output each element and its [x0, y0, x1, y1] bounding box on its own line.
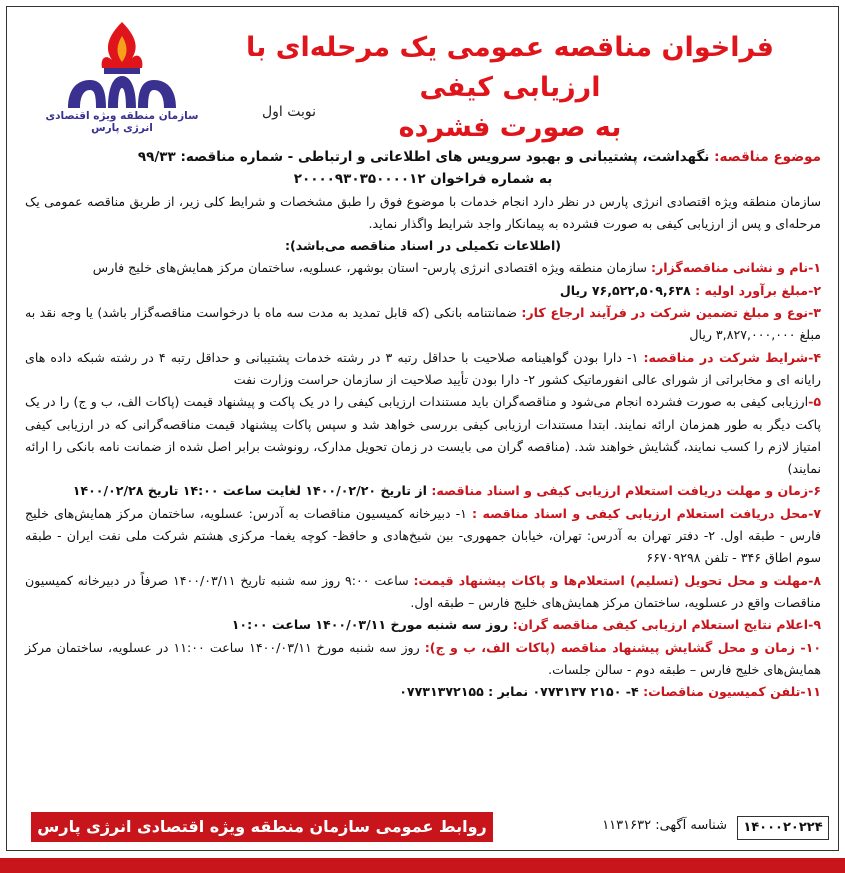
subject-text: نگهداشت، پشتیبانی و بهبود سرویس های اطلاعاتی و ارتباطی - شماره مناقصه: ۹۹/۳۳ [137, 149, 715, 165]
item-6 [25, 480, 821, 502]
item-text: ۷۶,۵۲۲,۵۰۹,۶۳۸ ریال [559, 282, 696, 298]
subject-line [25, 146, 821, 168]
public-relations-banner: روابط عمومی سازمان منطقه ویژه اقتصادی انرژی پارس [31, 812, 493, 842]
item-3 [25, 302, 821, 347]
item-label: ۵- [808, 394, 821, 410]
info-heading: (اطلاعات تکمیلی در اسناد مناقصه می‌باشد): [284, 238, 562, 254]
intro-paragraph: سازمان منطقه ویژه اقتصادی انرژی پارس در نظر دارد انجام خدمات با موضوع فوق را طبق مشخصات و شرایط کلی زیر، از طریق مناقصه عمومی یک مرحله‌ای و پس از ارزیابی کیفی به صورت فشرده به پیمانکار واجد شرایط واگذار نماید. [25, 193, 821, 231]
item-text: ۱- دارا بودن گواهینامه صلاحیت با حداقل رتبه ۳ در رشته خدمات پشتیبانی و حداقل رتبه ۴ در رشته شبکه داده های رایانه ای و مخابراتی از شورای عالی انفورماتیک کشور ۲- دارا بودن تأیید صلاحیت از سازمان حراست وزارت نفت [25, 349, 821, 387]
page-title [205, 28, 815, 148]
item-text: روز سه شنبه مورخ ۱۴۰۰/۰۳/۱۱ ساعت ۱۱:۰۰ در عسلویه، ساختمان مرکز همایش‌های خلیج فارس – طبقه دوم - سالن جلسات. [25, 639, 821, 677]
item-4 [25, 347, 821, 392]
item-5 [25, 391, 821, 480]
turn-label: نوبت اول [262, 104, 317, 120]
call-number: به شماره فراخوان ۲۰۰۰۰۹۳۰۳۵۰۰۰۰۱۲ [293, 171, 553, 188]
item-text: ۱- دبیرخانه کمیسیون مناقصات به آدرس: عسلویه، ساختمان مرکز همایش‌های خلیج فارس - طبقه اول. ۲- دفتر تهران به آدرس: تهران، خیابان جمهوری- بین شیخ‌هادی و حافظ- کوچه یغما- مرکزی هشتم شرکت ملی نفت ایران - طبقه سوم اطاق ۳۴۶ - تلفن ۶۶۷۰۹۲۹۸ [25, 505, 821, 566]
item-label: ۱۱-تلفن کمیسیون مناقصات: [643, 684, 821, 700]
logo-caption: سازمان منطقه ویژه اقتصادی انرژی پارس [45, 110, 199, 134]
item-label: ۳-نوع و مبلغ تضمین شرکت در فرآیند ارجاع کار: [521, 305, 821, 321]
title-line-2: به صورت فشرده [398, 112, 622, 143]
item-text: ضمانتنامه بانکی (که قابل تمدید به مدت سه ماه با درخواست مناقصه‌گزار باشد) یا وجه نقد به مبلغ ۳,۸۲۷,۰۰۰,۰۰۰ ریال [25, 305, 821, 343]
ad-code-box: ۱۴۰۰۰۲۰۲۲۴ [737, 816, 829, 840]
item-text: سازمان منطقه ویژه اقتصادی انرژی پارس- استان بوشهر، عسلویه، ساختمان مرکز همایش‌های خلیج فارس [92, 260, 651, 276]
item-text: ارزیابی کیفی به صورت فشرده انجام می‌شود و مناقصه‌گران باید مستندات ارزیابی کیفی را در یک پاکت و پیشنهاد قیمت (پاکات الف، ب و ج) را در یک پاکت دیگر به طور همزمان ارائه نمایند. ابتدا مستندات ارزیابی کیفی بررسی خواهد شد و سپس پاکات پیشنهاد قیمت مناقصه‌گرانی که در ارزیابی کیفی امتیاز لازم را کسب نمایند، گشایش خواهند شد. (مناقصه گران می بایست در زمان تحویل مدارک، رونوشت برابر اصل شده از ضمانت نامه بانکی را ارائه نمایند) [25, 394, 821, 477]
item-11 [25, 681, 821, 703]
item-7 [25, 503, 821, 570]
item-text: روز سه شنبه مورخ ۱۴۰۰/۰۳/۱۱ ساعت ۱۰:۰۰ [231, 617, 513, 633]
title-line-1: فراخوان مناقصه عمومی یک مرحله‌ای با ارزیابی کیفی [246, 32, 774, 103]
flame-logo-icon [38, 14, 206, 114]
item-label: ۶-زمان و مهلت دریافت استعلام ارزیابی کیفی و اسناد مناقصه: [431, 483, 821, 499]
item-text: از تاریخ ۱۴۰۰/۰۲/۲۰ لغایت ساعت ۱۴:۰۰ تاریخ ۱۴۰۰/۰۲/۲۸ [72, 483, 432, 499]
item-label: ۷-محل دریافت استعلام ارزیابی کیفی و اسناد مناقصه : [472, 505, 821, 521]
item-text: ۴- ۲۱۵۰ ۰۷۷۳۱۳۷ نمابر : ۰۷۷۳۱۳۷۲۱۵۵ [399, 684, 644, 700]
item-label: ۱-نام و نشانی مناقصه‌گزار: [650, 260, 821, 276]
item-label: ۲-مبلغ برآورد اولیه : [695, 282, 821, 298]
item-10 [25, 637, 821, 682]
ad-id-label: شناسه آگهی: ۱۱۳۱۶۳۲ [602, 818, 727, 833]
item-label: ۴-شرایط شرکت در مناقصه: [643, 349, 822, 365]
notice-body [25, 146, 821, 703]
item-label: ۱۰- زمان و محل گشایش پیشنهاد مناقصه (پاکات الف، ب و ج): [424, 639, 822, 655]
item-9 [25, 614, 821, 636]
subject-label: موضوع مناقصه: [714, 149, 821, 165]
bottom-divider [0, 855, 845, 857]
bottom-red-strip [0, 858, 845, 873]
item-text: ساعت ۹:۰۰ روز سه شنبه تاریخ ۱۴۰۰/۰۳/۱۱ صرفاً در دبیرخانه کمیسیون مناقصات واقع در عسلویه، ساختمان مرکز همایش‌های خلیج فارس – طبقه اول. [25, 572, 821, 610]
item-label: ۸-مهلت و محل تحویل (تسلیم) استعلام‌ها و پاکات پیشنهاد قیمت: [413, 572, 822, 588]
item-1 [25, 257, 821, 279]
item-2 [25, 280, 821, 302]
item-8 [25, 570, 821, 615]
item-label: ۹-اعلام نتایج استعلام ارزیابی کیفی مناقصه گران: [512, 617, 821, 633]
